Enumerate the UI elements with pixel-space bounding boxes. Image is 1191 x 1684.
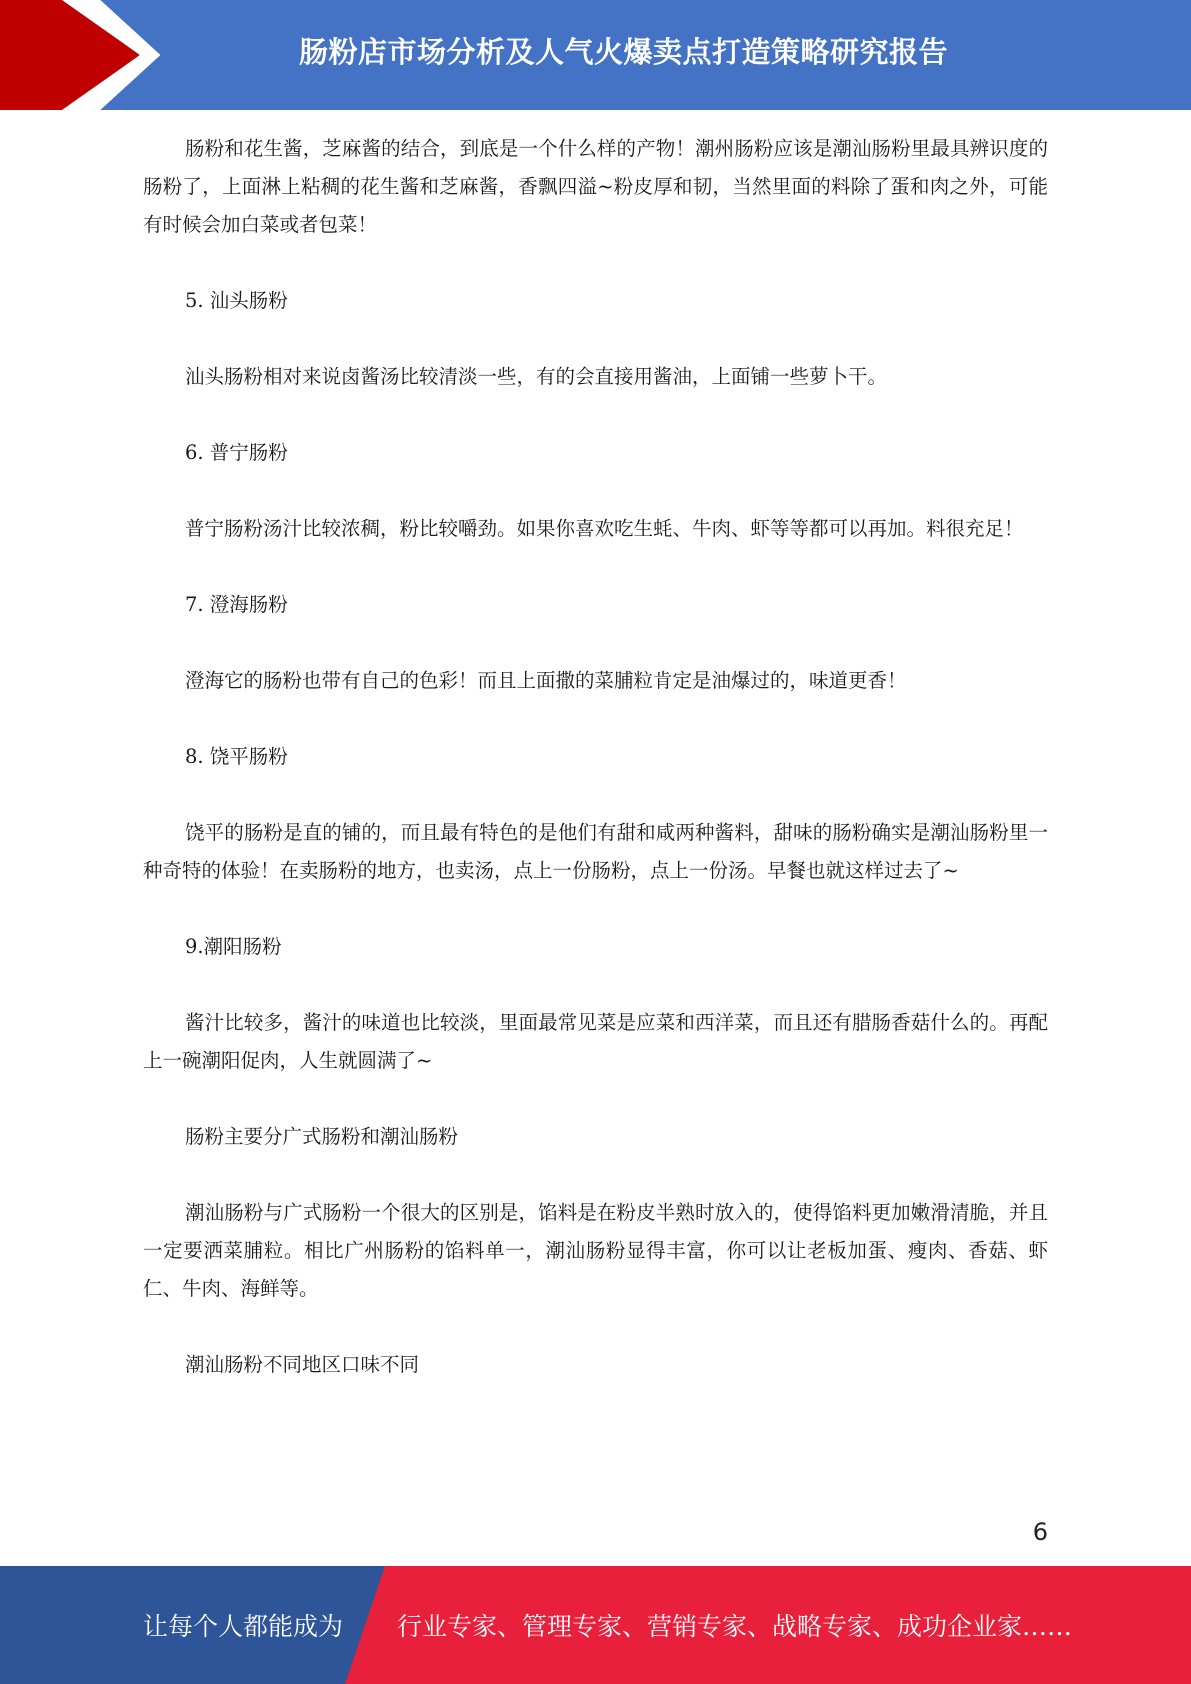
section-heading-shantou: 5. 汕头肠粉 [185,289,288,312]
section-text-puning: 普宁肠粉汤汁比较浓稠，粉比较嚼劲。如果你喜欢吃生蚝、牛肉、虾等等都可以再加。料很充足！ [185,517,1024,540]
intro-paragraph: 肠粉和花生酱，芝麻酱的结合，到底是一个什么样的产物！潮州肠粉应该是潮汕肠粉里最具辨识度的肠粉了，上面淋上粘稠的花生酱和芝麻酱，香飘四溢~粉皮厚和韧，当然里面的料除了蛋和肉之外，可能有时候会加白菜或者包菜！ [143,137,1048,236]
footer-slogan-right: 行业专家、管理专家、营销专家、战略专家、成功企业家…… [397,1612,1073,1641]
closing-heading: 潮汕肠粉不同地区口味不同 [185,1353,420,1376]
section-heading-chaoyang: 9.潮阳肠粉 [185,935,282,958]
header-banner [0,0,1191,110]
section-heading-types: 肠粉主要分广式肠粉和潮汕肠粉 [185,1125,459,1148]
section-text-chenghai: 澄海它的肠粉也带有自己的色彩！而且上面撒的菜脯粒肯定是油爆过的，味道更香！ [185,669,907,692]
section-heading-chenghai: 7. 澄海肠粉 [185,593,288,616]
section-text-raoping: 饶平的肠粉是直的铺的，而且最有特色的是他们有甜和咸两种酱料，甜味的肠粉确实是潮汕肠粉里一种奇特的体验！在卖肠粉的地方，也卖汤，点上一份肠粉，点上一份汤。早餐也就这样过去了~ [143,821,1048,882]
page-number: 6 [1032,1518,1048,1546]
footer-banner [0,1566,1191,1684]
section-text-types: 潮汕肠粉与广式肠粉一个很大的区别是，馅料是在粉皮半熟时放入的，使得馅料更加嫩滑清脆，并且一定要洒菜脯粒。相比广州肠粉的馅料单一，潮汕肠粉显得丰富，你可以让老板加蛋、瘦肉、香菇、虾仁、牛肉、海鲜等。 [143,1201,1048,1300]
section-heading-raoping: 8. 饶平肠粉 [185,745,288,768]
footer-slogan-left: 让每个人都能成为 [143,1612,344,1641]
document-body [143,130,1048,1422]
section-heading-puning: 6. 普宁肠粉 [185,441,288,464]
report-title: 肠粉店市场分析及人气火爆卖点打造策略研究报告 [298,34,948,69]
section-text-chaoyang: 酱汁比较多，酱汁的味道也比较淡，里面最常见菜是应菜和西洋菜，而且还有腊肠香菇什么的。再配上一碗潮阳促肉，人生就圆满了~ [143,1011,1048,1072]
section-text-shantou: 汕头肠粉相对来说卤酱汤比较清淡一些，有的会直接用酱油，上面铺一些萝卜干。 [185,365,888,388]
